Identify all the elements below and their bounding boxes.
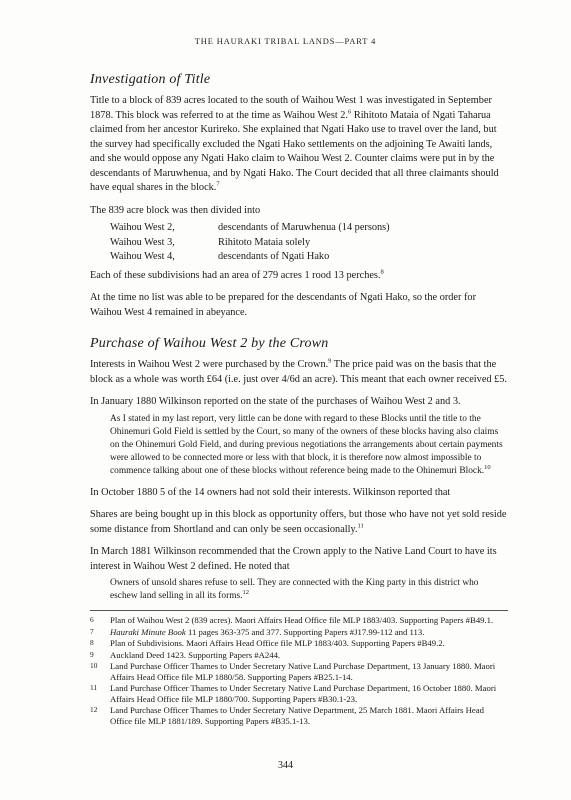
text: Interests in Waihou West 2 were purchased by the Crown. <box>90 359 329 370</box>
footnote-ref: 9 <box>328 357 332 365</box>
footnote-text: Land Purchase Officer Thames to Under Secretary Native Department, 25 March 1881. Maori Affairs Head Office file MLP 1881/189. Supporting Papers #B35.1-13. <box>110 705 484 726</box>
footnote-ref: 7 <box>216 180 220 188</box>
footnote-ref: 8 <box>380 268 384 276</box>
section-title-investigation: Investigation of Title <box>90 72 211 87</box>
footnote-text <box>110 627 508 638</box>
subdivision-row <box>110 221 508 236</box>
subdivision-block: Waihou West 2, <box>110 222 175 233</box>
text: Title to a block of 839 acres located to the south of Waihou West 1 was investigated in September 1878. This block was referred to at the time as Waihou West 2. <box>90 95 492 121</box>
footnote-ref: 10 <box>484 463 491 471</box>
footnote-text: Land Purchase Officer Thames to Under Secretary Native Land Purchase Department, 16 October 1880. Maori Affairs Head Office file MLP 1880/700. Supporting Papers #B30.1-23. <box>110 683 497 704</box>
paragraph <box>90 508 508 537</box>
paragraph: In October 1880 5 of the 14 owners had not sold their interests. Wilkinson reported that <box>90 486 451 498</box>
text: 11 pages 363-375 and 377. Supporting Papers #J17.99-112 and 113. <box>185 626 425 637</box>
paragraph: At the time no list was able to be prepared for the descendants of Ngati Hako, so the order for Waihou West 4 remained in abeyance. <box>90 292 477 318</box>
text: Each of these subdivisions had an area of 279 acres 1 rood 13 perches. <box>90 269 381 281</box>
section-title-purchase: Purchase of Waihou West 2 by the Crown <box>90 336 329 351</box>
footnote <box>90 650 508 661</box>
footnote <box>90 638 508 649</box>
main-content <box>90 72 508 603</box>
footnotes <box>90 610 508 727</box>
text: Rihitoto Mataia of Ngati Taharua claimed from her ancestor Kurireko. She explained that Ngati Hako use to travel over the land, but the survey had specifically excluded the Ngati Hako settlements on the adjoining Te Awaiti lands, and she would oppose any Ngati Hako claim to Waihou West 2. Counter claims were put in by the descendants of Maruwhenua, and by Ngati Hako. The Court decided that all three claimants should have equal shares in the block. <box>90 109 499 193</box>
footnote <box>90 705 508 726</box>
footnote-number: 9 <box>90 649 94 659</box>
text: Owners of unsold shares refuse to sell. They are connected with the King party in this district who eschew land selling in all its forms. <box>110 578 479 601</box>
footnote <box>90 627 508 638</box>
subdivision-row <box>110 250 508 265</box>
footnote-number: 8 <box>90 638 94 647</box>
subdivision-owners: descendants of Ngati Hako <box>218 251 330 262</box>
footnote-number: 11 <box>90 683 98 692</box>
subdivision-list <box>110 221 508 265</box>
paragraph <box>90 94 508 196</box>
subdivision-owners: descendants of Maruwhenua (14 persons) <box>218 222 390 233</box>
footnote-number: 6 <box>90 615 94 624</box>
text: Shares are being bought up in this block as opportunity offers, but those who have not yet sold reside some distance from Shortland and can only be seen occasionally. <box>90 509 507 535</box>
footnote-text: Plan of Subdivisions. Maori Affairs Head Office file MLP 1883/403. Supporting Papers #B49.2. <box>110 638 445 648</box>
text: As I stated in my last report, very little can be done with regard to these Blocks until the title to the Ohinemuri Gold Field is settled by the Court, so many of the owners of these blocks having also claims on the Ohinemuri Gold Field, and during previous negotiations the arrangements about certain payments were allowed to be connected more or less with that block, it is therefore now almost impossible to commence talking about one of these blocks without reference being made to the Ohinemuri Block. <box>110 413 503 476</box>
paragraph <box>90 269 508 284</box>
text: The price paid was on the basis that the block as a whole was worth £64 (i.e. just over 4/6d an acre). This meant that each owner received £5. <box>90 359 507 385</box>
page-number: 344 <box>278 760 293 771</box>
footnote-title: Hauraki Minute Book <box>110 626 186 637</box>
running-head: THE HAURAKI TRIBAL LANDS—PART 4 <box>194 37 377 46</box>
footnote-number: 7 <box>90 626 94 636</box>
block-quote <box>110 413 508 478</box>
footnote <box>90 661 508 682</box>
paragraph: In January 1880 Wilkinson reported on the state of the purchases of Waihou West 2 and 3. <box>90 396 461 407</box>
footnote-ref: 6 <box>348 108 352 116</box>
paragraph: The 839 acre block was then divided into <box>90 204 261 216</box>
block-quote <box>110 577 508 603</box>
subdivision-owners: Rihitoto Mataia solely <box>218 236 311 248</box>
footnote-ref: 11 <box>357 522 364 530</box>
subdivision-row <box>110 236 508 251</box>
footnote-text: Land Purchase Officer Thames to Under Secretary Native Land Purchase Department, 13 January 1880. Maori Affairs Head Office file MLP 1880/58. Supporting Papers #B25.1-14. <box>110 661 496 682</box>
footnote-number: 10 <box>90 661 98 670</box>
footnote-number: 12 <box>90 705 98 714</box>
footnote <box>90 615 508 626</box>
paragraph <box>90 358 508 387</box>
footnote <box>90 683 508 704</box>
footnote-ref: 12 <box>242 588 250 596</box>
footnote-text: Plan of Waihou West 2 (839 acres). Maori Affairs Head Office file MLP 1883/403. Supporting Papers #B49.1. <box>110 615 494 625</box>
paragraph: In March 1881 Wilkinson recommended that the Crown apply to the Native Land Court to have its interest in Waihou West 2 defined. He noted that <box>90 546 497 572</box>
subdivision-block: Waihou West 4, <box>110 251 175 262</box>
subdivision-block: Waihou West 3, <box>110 236 175 248</box>
footnote-text: Auckland Deed 1423. Supporting Papers #A244. <box>110 649 281 660</box>
